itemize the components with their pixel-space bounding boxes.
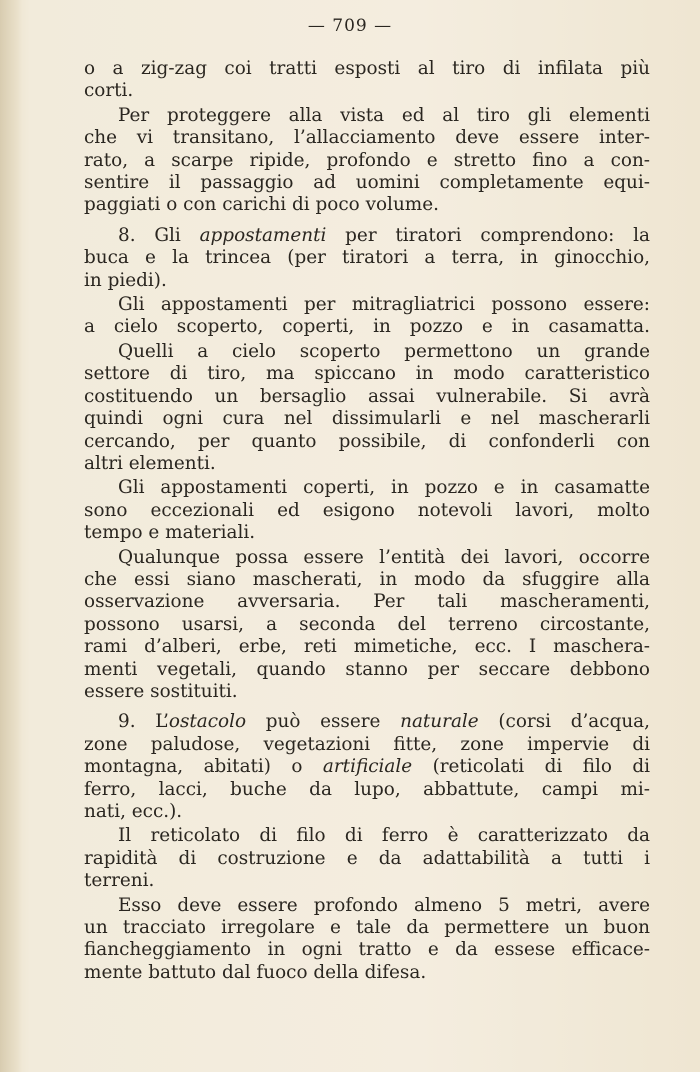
text-line: essere sostituiti. (84, 680, 238, 702)
text-line: quindi ogni cura nel dissimularli e nel mascherarli (84, 408, 650, 430)
text-line: a cielo scoperto, coperti, in pozzo e in casamatta. (84, 316, 650, 338)
text-line: paggiati o con carichi di poco volume. (84, 194, 439, 216)
paragraph-1 (84, 58, 650, 103)
text-line: altri elementi. (84, 452, 216, 474)
text-line: Il reticolato di filo di ferro è caratterizzato da (118, 825, 650, 847)
text-line-italic: 9. L’ostacolo può essere naturale (corsi d’acqua, (118, 711, 650, 733)
text-line: in piedi). (84, 269, 167, 291)
paragraph-7 (84, 547, 650, 704)
paragraph-8 (84, 711, 650, 823)
text-line: Gli appostamenti per mitragliatrici possono essere: (118, 294, 650, 316)
page-binding-shadow (0, 0, 22, 1072)
paragraph-2 (84, 105, 650, 217)
text-line: corti. (84, 80, 134, 102)
text-line: rato, a scarpe ripide, profondo e stretto fino a con- (84, 149, 650, 171)
text-line: tempo e materiali. (84, 522, 256, 544)
text-line: rami d’alberi, erbe, reti mimetiche, ecc. I maschera- (84, 636, 650, 658)
text-line: zone paludose, vegetazioni fitte, zone impervie di (84, 733, 650, 755)
text-line: osservazione avversaria. Per tali mascheramenti, (84, 591, 650, 613)
text-line-italic: montagna, abitati) o artificiale (reticolati di filo di (84, 756, 650, 778)
text-line: buca e la trincea (per tiratori a terra, in ginocchio, (84, 247, 650, 269)
text-line: Per proteggere alla vista ed al tiro gli elementi (118, 104, 650, 126)
text-line: un tracciato irregolare e tale da permettere un buon (84, 917, 650, 939)
text-line: che essi siano mascherati, in modo da sfuggire alla (84, 568, 650, 590)
text-line: Qualunque possa essere l’entità dei lavori, occorre (118, 546, 650, 568)
body-text (84, 58, 650, 986)
text-line: sentire il passaggio ad uomini completamente equi- (84, 172, 650, 194)
paragraph-6 (84, 477, 650, 544)
text-line: 8. Gli appostamenti per tiratori comprendono: la (118, 224, 650, 246)
text-line: mente battuto dal fuoco della difesa. (84, 961, 427, 983)
text-line: ferro, lacci, buche da lupo, abbattute, campi mi- (84, 778, 650, 800)
text-line: rapidità di costruzione e da adattabilità a tutti i (84, 847, 650, 869)
text-line: Esso deve essere profondo almeno 5 metri, avere (118, 894, 650, 916)
paragraph-4 (84, 294, 650, 339)
paragraph-10 (84, 895, 650, 985)
text-line: Quelli a cielo scoperto permettono un grande (118, 340, 650, 362)
text-line: terreni. (84, 870, 155, 892)
text-line: settore di tiro, ma spiccano in modo caratteristico (84, 363, 650, 385)
text-line: fiancheggiamento in ogni tratto e da essese efficace- (84, 939, 650, 961)
page-number: — 709 — (307, 16, 393, 36)
text-line: cercando, per quanto possibile, di confonderli con (84, 430, 650, 452)
paragraph-3 (84, 225, 650, 292)
text-line: costituendo un bersaglio assai vulnerabile. Si avrà (84, 385, 650, 407)
paragraph-5 (84, 341, 650, 475)
text-line: o a zig-zag coi tratti esposti al tiro di infilata più (84, 58, 650, 79)
text-line: nati, ecc.). (84, 801, 183, 822)
text-line: Gli appostamenti coperti, in pozzo e in casamatte (118, 477, 650, 499)
paragraph-9 (84, 825, 650, 892)
text-line: menti vegetali, quando stanno per seccare debbono (84, 658, 650, 680)
text-line: sono eccezionali ed esigono notevoli lavori, molto (84, 499, 650, 521)
text-line: che vi transitano, l’allacciamento deve essere inter- (84, 127, 650, 149)
text-line: possono usarsi, a seconda del terreno circostante, (84, 613, 650, 635)
